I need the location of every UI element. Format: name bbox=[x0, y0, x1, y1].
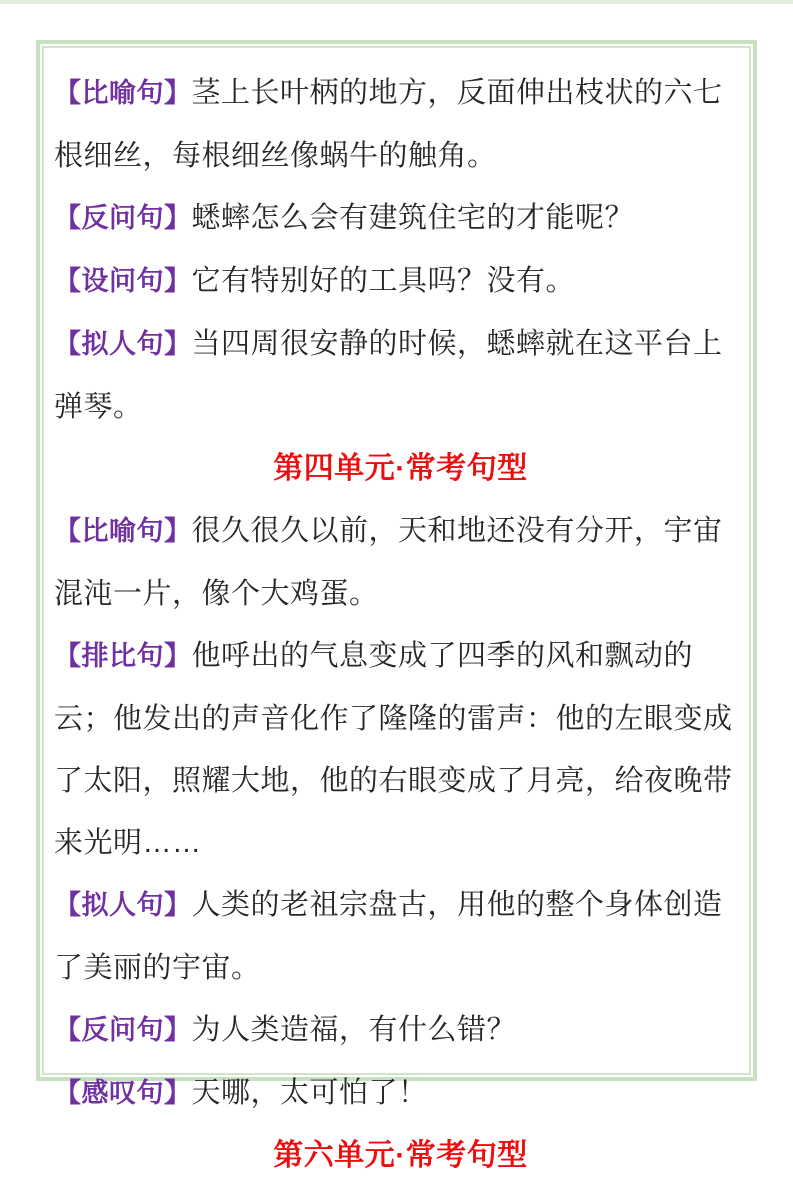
sentence-text: 蟋蟀怎么会有建筑住宅的才能呢？ bbox=[191, 202, 635, 234]
sentence-text: 很久很久以前，天和地还没有分开，宇宙混沌一片，像个大鸡蛋。 bbox=[54, 515, 723, 610]
sentence-text: 为人类造福，有什么错？ bbox=[191, 1014, 517, 1046]
sentence-text: 它有特别好的工具吗？没有。 bbox=[191, 265, 576, 297]
sentence-entry bbox=[54, 187, 747, 250]
previous-page-edge-line bbox=[0, 0, 793, 4]
sentence-entry bbox=[54, 625, 747, 874]
sentence-entry bbox=[54, 313, 747, 438]
sentence-entry bbox=[54, 250, 747, 313]
sentence-text: 天哪，太可怕了！ bbox=[191, 1077, 428, 1109]
sentence-type-label: 【拟人句】 bbox=[54, 329, 192, 360]
sentence-type-label: 【比喻句】 bbox=[54, 78, 192, 109]
sentence-entry bbox=[54, 500, 747, 625]
sentence-entry bbox=[54, 62, 747, 187]
sentence-type-label: 【比喻句】 bbox=[54, 516, 192, 547]
sentence-entry bbox=[54, 874, 747, 999]
content-area bbox=[42, 46, 751, 1172]
sentence-type-label: 【反问句】 bbox=[54, 1015, 192, 1046]
green-border-frame bbox=[36, 40, 757, 1172]
sentence-text: 茎上长叶柄的地方，反面伸出枝状的六七根细丝，每根细丝像蜗牛的触角。 bbox=[54, 77, 723, 172]
sentence-type-label: 【拟人句】 bbox=[54, 890, 192, 921]
section-heading-unit6: 第六单元·常考句型 bbox=[273, 1139, 528, 1172]
sentence-text: 他呼出的气息变成了四季的风和飘动的云；他发出的声音化作了隆隆的雷声：他的左眼变成了太阳，照耀大地，他的右眼变成了月亮，给夜晚带来光明…… bbox=[54, 640, 733, 859]
sentence-type-label: 【感叹句】 bbox=[54, 1078, 192, 1109]
sentence-type-label: 【设问句】 bbox=[54, 266, 192, 297]
sentence-text: 人类的老祖宗盘古，用他的整个身体创造了美丽的宇宙。 bbox=[54, 889, 723, 984]
sentence-type-label: 【排比句】 bbox=[54, 641, 192, 672]
sentence-text: 当四周很安静的时候，蟋蟀就在这平台上弹琴。 bbox=[54, 328, 723, 423]
sentence-entry bbox=[54, 1062, 747, 1125]
sentence-type-label: 【反问句】 bbox=[54, 203, 192, 234]
sentence-entry bbox=[54, 999, 747, 1062]
section-heading-unit4: 第四单元·常考句型 bbox=[273, 452, 528, 485]
